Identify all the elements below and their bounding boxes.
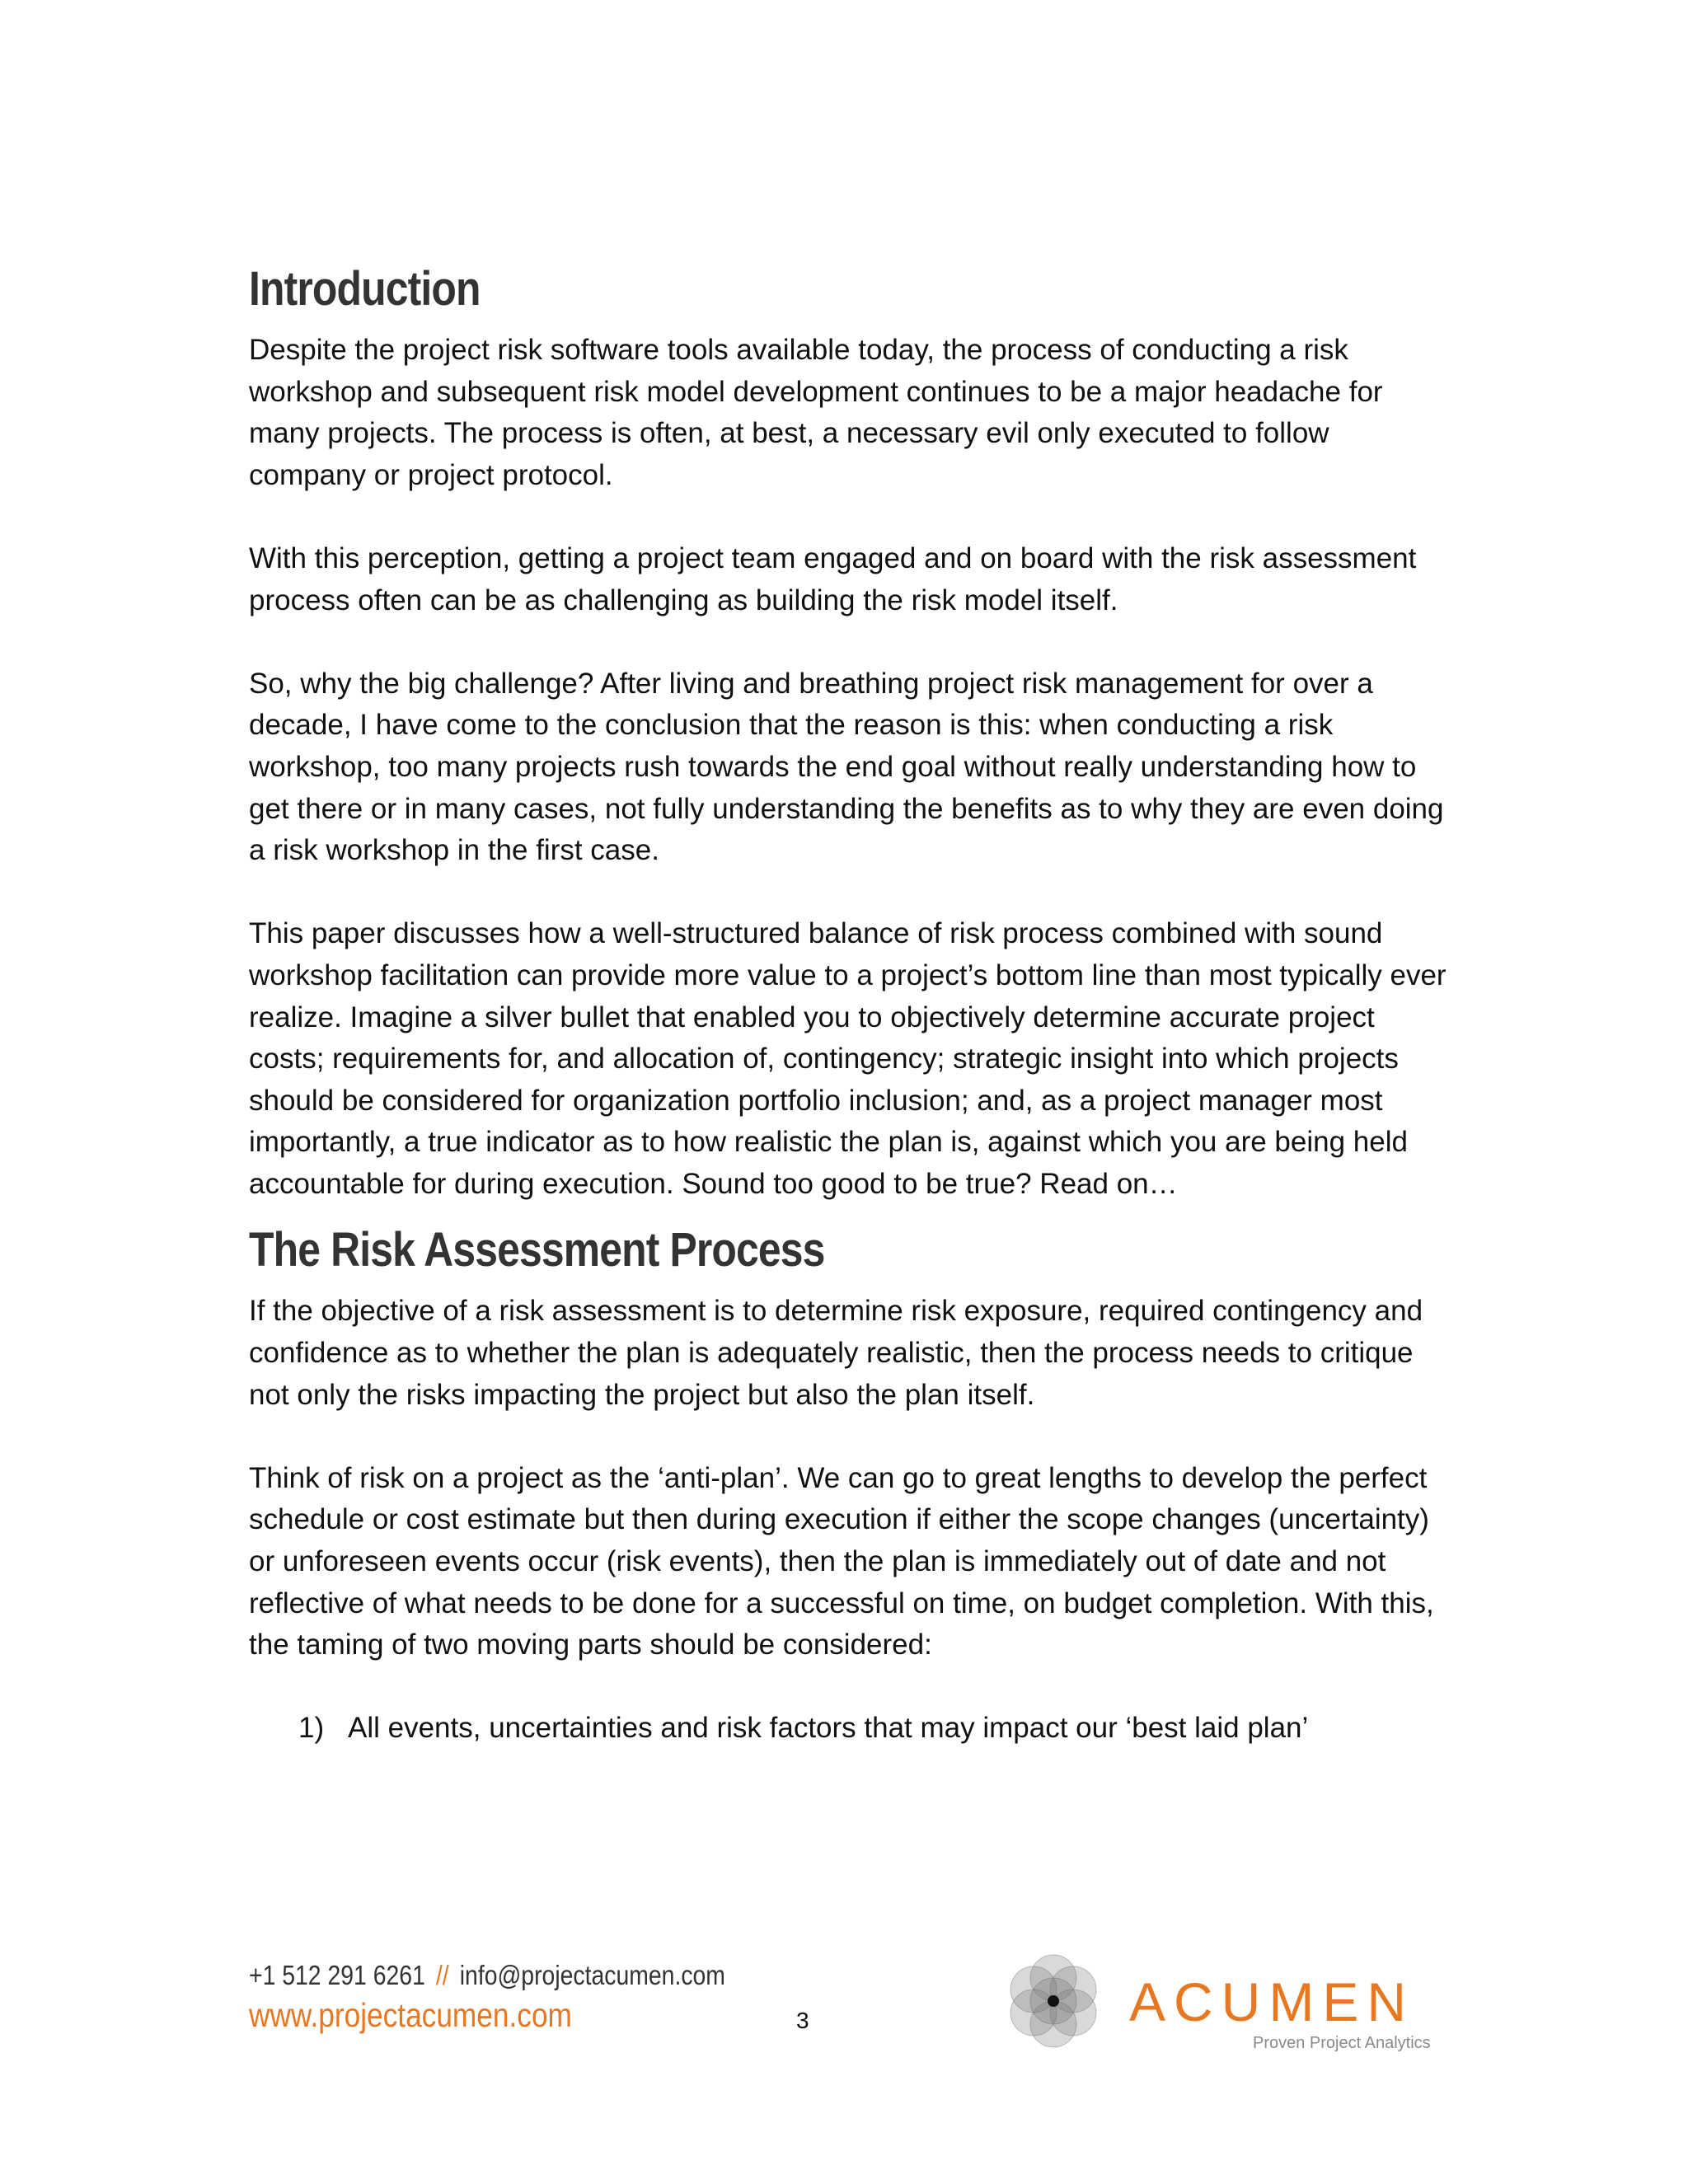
page-footer: [0, 1937, 1688, 2184]
heading-risk-assessment-process: The Risk Assessment Process: [249, 1223, 825, 1277]
contact-line: [249, 1960, 725, 1991]
website-link[interactable]: www.projectacumen.com: [249, 1996, 572, 2034]
page-number: 3: [796, 2008, 809, 2033]
list-item-number: 1): [298, 1712, 325, 1745]
overlapping-circles-logo-icon: [997, 1945, 1109, 2057]
moving-parts-list: [249, 1708, 1452, 1750]
list-item-text: All events, uncertainties and risk factors that may impact our ‘best laid plan’: [348, 1712, 1309, 1745]
separator: //: [435, 1960, 449, 1990]
email-link[interactable]: info@projectacumen.com: [459, 1960, 725, 1990]
logo-tagline: Proven Project Analytics: [1253, 2034, 1431, 2052]
intro-paragraph-1: Despite the project risk software tools available today, the process of conducting a risk workshop and subsequent risk model development continues to be a major headache for many projects. The process is often, at best, a necessary evil only executed to follow company or project protocol.: [249, 334, 1383, 491]
intro-paragraph-3: So, why the big challenge? After living and breathing project risk management for over a decade, I have come to the conclusion that the reason is this: when conducting a risk workshop, too many projects rush towards the end goal without really understanding how to get there or in many cases, not fully understanding the benefits as to why they are even doing a risk workshop in the first case.: [249, 667, 1444, 867]
logo-wordmark: ACUMEN: [1129, 1971, 1415, 2032]
list-item: [298, 1708, 1452, 1750]
process-paragraph-2: Think of risk on a project as the ‘anti-plan’. We can go to great lengths to develop the perfect schedule or cost estimate but then during execution if either the scope changes (uncertainty) or unforeseen events occur (risk events), then the plan is immediately out of date and not reflective of what needs to be done for a successful on time, on budget completion. With this, the taming of two moving parts should be considered:: [249, 1461, 1434, 1661]
heading-introduction: Introduction: [249, 262, 481, 316]
process-paragraph-1: If the objective of a risk assessment is to determine risk exposure, required contingency and confidence as to whether the plan is adequately realistic, then the process needs to critique not only the risks impacting the project but also the plan itself.: [249, 1295, 1423, 1411]
intro-paragraph-2: With this perception, getting a project team engaged and on board with the risk assessment process often can be as challenging as building the risk model itself.: [249, 541, 1417, 616]
intro-paragraph-4: This paper discusses how a well-structured balance of risk process combined with sound workshop facilitation can provide more value to a project’s bottom line than most typically ever realize. Imagine a silver bullet that enabled you to objectively determine accurate project costs; requirements for, and allocation of, contingency; strategic insight into which projects should be considered for organization portfolio inclusion; and, as a project manager most importantly, a true indicator as to how realistic the plan is, against which you are being held accountable for during execution. Sound too good to be true? Read on…: [249, 917, 1447, 1200]
phone-number: +1 512 291 6261: [249, 1960, 425, 1990]
page-body: [249, 262, 1452, 1750]
